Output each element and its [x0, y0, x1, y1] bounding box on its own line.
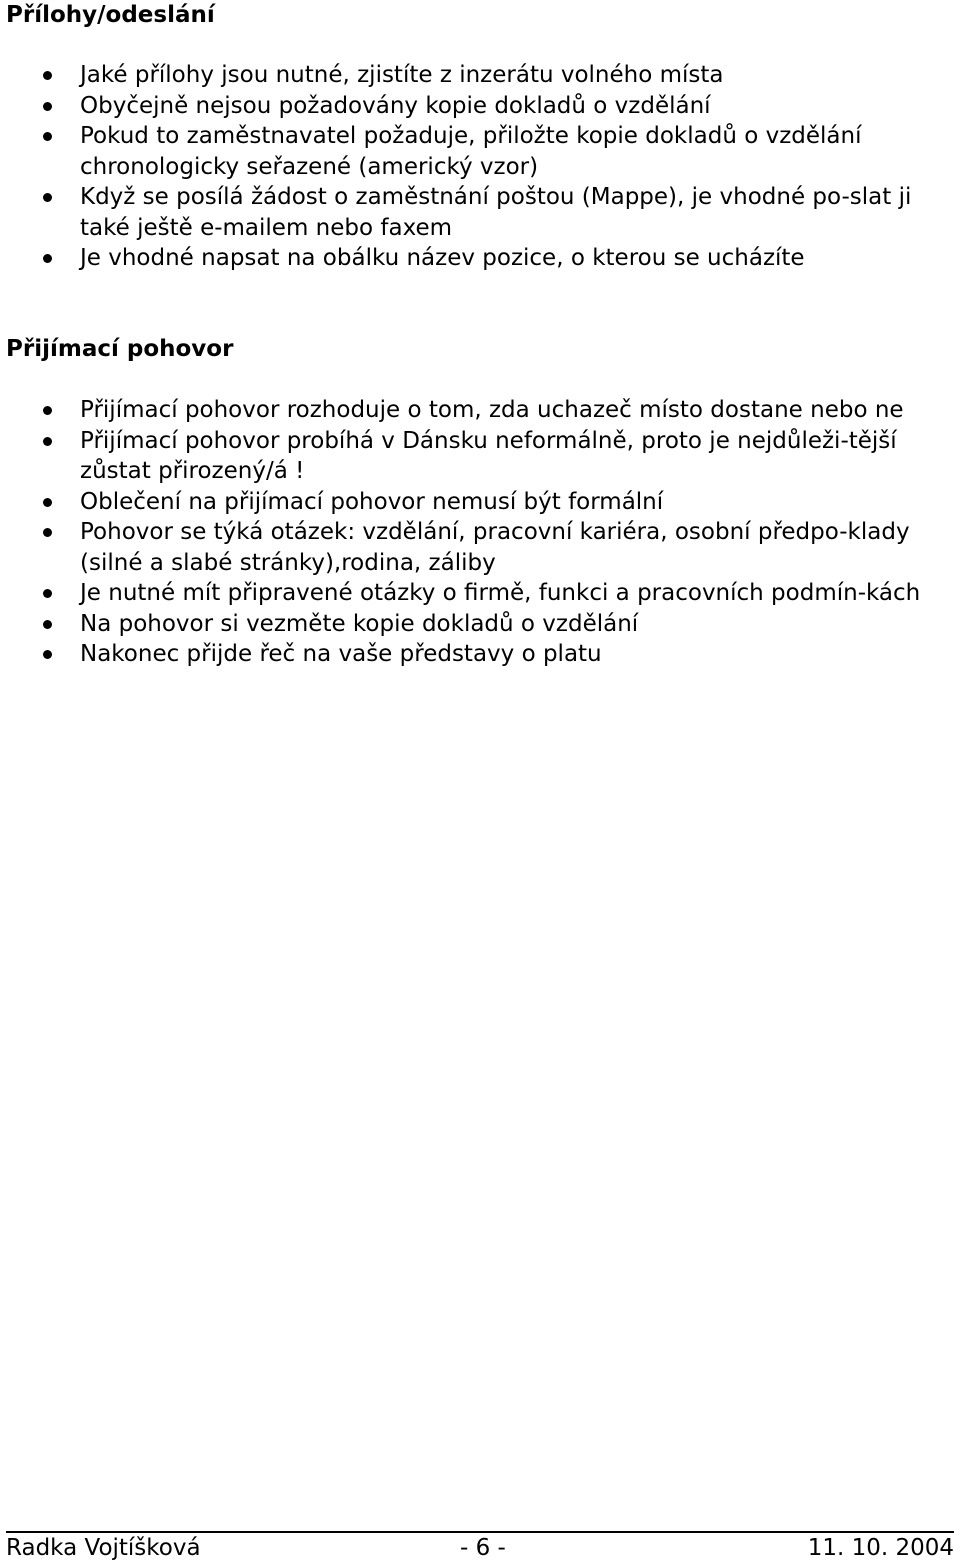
list-item [0, 395, 960, 426]
bullet-icon [43, 193, 52, 202]
list-item [0, 426, 960, 487]
list-item [0, 517, 960, 578]
list-item [0, 182, 960, 243]
list-item [0, 243, 960, 274]
list-item [0, 91, 960, 122]
footer-author: Radka Vojtíšková [6, 1535, 201, 1561]
footer-page-number: - 6 - [460, 1535, 506, 1561]
list-item-text: Na pohovor si vezměte kopie dokladů o vzdělání [80, 610, 639, 637]
bullet-icon [43, 528, 52, 537]
bullet-icon [43, 71, 52, 80]
footer-date: 11. 10. 2004 [807, 1535, 954, 1561]
list-item [0, 487, 960, 518]
bullet-icon [43, 102, 52, 111]
list-item-text: Oblečení na přijímací pohovor nemusí být formální [80, 488, 664, 515]
bullet-icon [43, 406, 52, 415]
list-item-text: Pokud to zaměstnavatel požaduje, přiložte kopie dokladů o vzdělání chronologicky seřazené (americký vzor) [80, 123, 862, 180]
bullet-icon [43, 620, 52, 629]
bullet-icon [43, 254, 52, 263]
list-item-text: Obyčejně nejsou požadovány kopie dokladů o vzdělání [80, 92, 711, 119]
bullet-icon [43, 132, 52, 141]
list-item [0, 121, 960, 182]
section-heading-pohovor: Přijímací pohovor [6, 336, 234, 362]
list-item-text: Je vhodné napsat na obálku název pozice, o kterou se ucházíte [80, 245, 805, 271]
list-item [0, 60, 960, 91]
bullet-icon [43, 437, 52, 446]
list-item-text: Je nutné mít připravené otázky o firmě, funkci a pracovních podmín-kách [80, 580, 921, 606]
bullet-icon [43, 589, 52, 598]
bullet-list-pohovor [0, 395, 960, 670]
section-heading-prilohy: Přílohy/odeslání [6, 2, 215, 28]
list-item-text: Přijímací pohovor rozhoduje o tom, zda uchazeč místo dostane nebo ne [80, 397, 904, 423]
bullet-icon [43, 498, 52, 507]
page-footer [6, 1531, 954, 1565]
list-item [0, 578, 960, 609]
list-item-text: Pohovor se týká otázek: vzdělání, pracovní kariéra, osobní předpo-klady (silné a slabé stránky),rodina, záliby [80, 519, 910, 576]
bullet-icon [43, 650, 52, 659]
list-item-text: Jaké přílohy jsou nutné, zjistíte z inzerátu volného místa [80, 62, 724, 88]
bullet-list-prilohy [0, 60, 960, 274]
list-item [0, 609, 960, 640]
list-item-text: Přijímací pohovor probíhá v Dánsku neformálně, proto je nejdůleži-tější zůstat přirozený/á ! [80, 427, 897, 484]
list-item-text: Nakonec přijde řeč na vaše představy o platu [80, 641, 602, 667]
list-item-text: Když se posílá žádost o zaměstnání poštou (Mappe), je vhodné po-slat ji také ještě e-mailem nebo faxem [80, 184, 912, 241]
list-item [0, 639, 960, 670]
